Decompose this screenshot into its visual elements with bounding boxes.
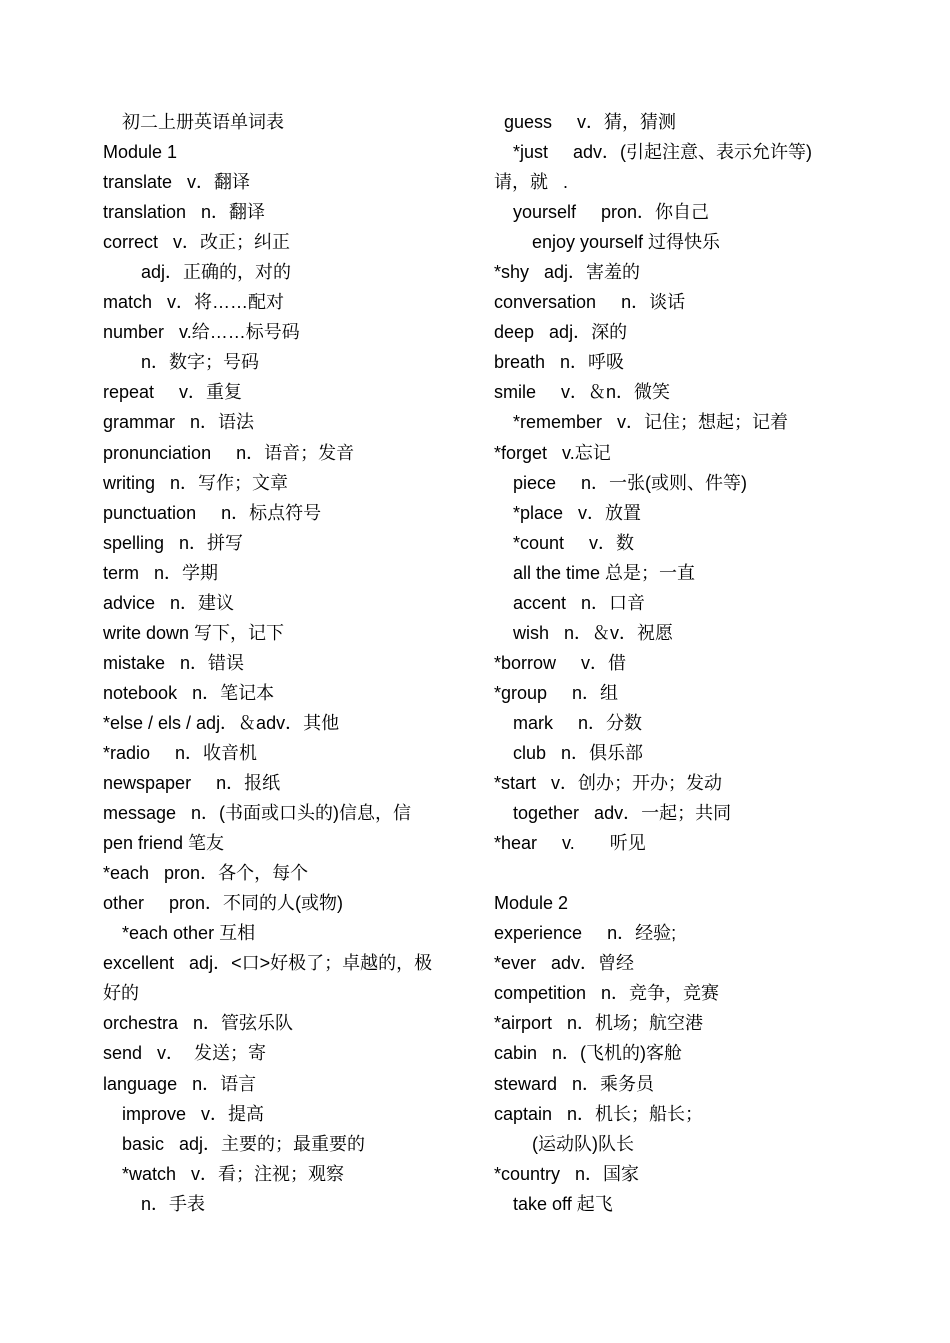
vocab-entry: captain n．机长；船长；	[494, 1103, 704, 1124]
vocab-entry: wish n．＆v．祝愿	[513, 622, 674, 643]
vocab-entry: translation n．翻译	[103, 202, 266, 223]
vocab-entry: send v． 发送；寄	[103, 1043, 267, 1064]
vocab-entry: together adv．一起；共同	[513, 803, 732, 824]
document-title: 初二上册英语单词表	[122, 112, 284, 132]
vocab-entry: *borrow v．借	[494, 652, 627, 673]
vocab-entry: guess v．猜，猜测	[504, 112, 677, 132]
vocab-entry: spelling n．拼写	[103, 532, 244, 553]
vocab-entry: language n．语言	[103, 1073, 257, 1094]
vocab-entry: all the time 总是；一直	[513, 562, 696, 583]
vocab-entry: *group n．组	[494, 682, 619, 703]
vocab-entry: *ever adv．曾经	[494, 953, 635, 974]
vocab-entry: take off 起飞	[513, 1193, 613, 1214]
vocab-entry: *hear v. 听见	[494, 833, 646, 854]
vocab-entry: basic adj．主要的；最重要的	[122, 1133, 366, 1154]
vocab-entry: pronunciation n．语音；发音	[103, 442, 355, 463]
vocab-entry: *else / els / adj．＆adv．其他	[103, 712, 340, 733]
vocab-entry: punctuation n．标点符号	[103, 502, 322, 523]
vocab-entry: *place v．放置	[513, 502, 642, 523]
vocab-entry: term n．学期	[103, 562, 219, 583]
right-column	[494, 107, 854, 1219]
vocab-entry: competition n．竞争，竞赛	[494, 983, 720, 1004]
vocab-entry: *radio n．收音机	[103, 742, 258, 763]
vocab-entry: *airport n．机场；航空港	[494, 1013, 704, 1034]
vocab-entry-continuation: n．手表	[141, 1193, 206, 1214]
vocab-entry: accent n．口音	[513, 592, 646, 613]
vocab-entry: *country n．国家	[494, 1163, 640, 1184]
vocab-entry: *count v．数	[513, 532, 635, 553]
vocab-entry: *forget v.忘记	[494, 442, 611, 463]
vocab-entry: message n．(书面或口头的)信息，信	[103, 803, 412, 824]
vocab-entry: write down 写下，记下	[103, 622, 285, 643]
vocab-entry: steward n．乘务员	[494, 1073, 655, 1094]
vocab-entry: *remember v．记住；想起；记着	[513, 412, 789, 433]
vocab-entry: newspaper n．报纸	[103, 773, 281, 794]
module-heading: Module 2	[494, 893, 569, 914]
blank-line	[494, 858, 854, 888]
vocab-entry: deep adj．深的	[494, 322, 628, 343]
left-column	[103, 107, 473, 1219]
vocab-entry: club n．俱乐部	[513, 742, 644, 763]
vocab-entry: notebook n．笔记本	[103, 682, 275, 703]
vocab-entry: match v．将……配对	[103, 292, 285, 313]
vocab-entry-continuation: (运动队)队长	[532, 1133, 634, 1154]
vocab-entry: *shy adj．害羞的	[494, 262, 641, 283]
vocab-entry-continuation: 请，就 .	[494, 172, 569, 193]
vocab-entry: conversation n．谈话	[494, 292, 686, 313]
vocab-entry: pen friend 笔友	[103, 833, 225, 854]
vocab-entry: smile v．＆n．微笑	[494, 382, 671, 403]
vocab-entry-continuation: 好的	[103, 983, 139, 1004]
vocab-entry: translate v．翻译	[103, 172, 251, 193]
vocab-entry: orchestra n．管弦乐队	[103, 1013, 294, 1034]
vocab-entry: correct v．改正；纠正	[103, 232, 291, 253]
vocab-entry: cabin n．(飞机的)客舱	[494, 1043, 683, 1064]
vocab-entry: piece n．一张(或则、件等)	[513, 472, 748, 493]
vocab-entry-continuation: adj．正确的，对的	[141, 262, 292, 283]
vocab-entry: *each other 互相	[122, 923, 256, 944]
vocab-entry: grammar n．语法	[103, 412, 255, 433]
vocab-entry: advice n．建议	[103, 592, 235, 613]
vocab-entry: *start v．创办；开办；发动	[494, 773, 723, 794]
vocab-entry: mark n．分数	[513, 712, 643, 733]
vocab-entry: breath n．呼吸	[494, 352, 625, 373]
vocab-entry: excellent adj．<口>好极了；卓越的，极	[103, 953, 433, 974]
module-heading: Module 1	[103, 142, 178, 163]
vocab-entry: improve v．提高	[122, 1103, 265, 1124]
vocab-entry: number v.给……标号码	[103, 322, 300, 343]
vocab-entry-continuation: n．数字；号码	[141, 352, 260, 373]
vocab-entry: mistake n．错误	[103, 652, 245, 673]
vocab-entry: *each pron．各个，每个	[103, 863, 309, 884]
vocab-entry: enjoy yourself 过得快乐	[532, 232, 721, 253]
vocab-entry: yourself pron．你自己	[513, 202, 710, 223]
vocab-entry: *watch v．看；注视；观察	[122, 1163, 345, 1184]
vocab-entry: experience n．经验;	[494, 923, 677, 944]
vocab-entry: writing n．写作；文章	[103, 472, 289, 493]
vocab-entry: repeat v．重复	[103, 382, 243, 403]
vocab-entry: other pron．不同的人(或物)	[103, 893, 344, 914]
vocab-entry: *just adv．(引起注意、表示允许等)	[513, 142, 813, 163]
